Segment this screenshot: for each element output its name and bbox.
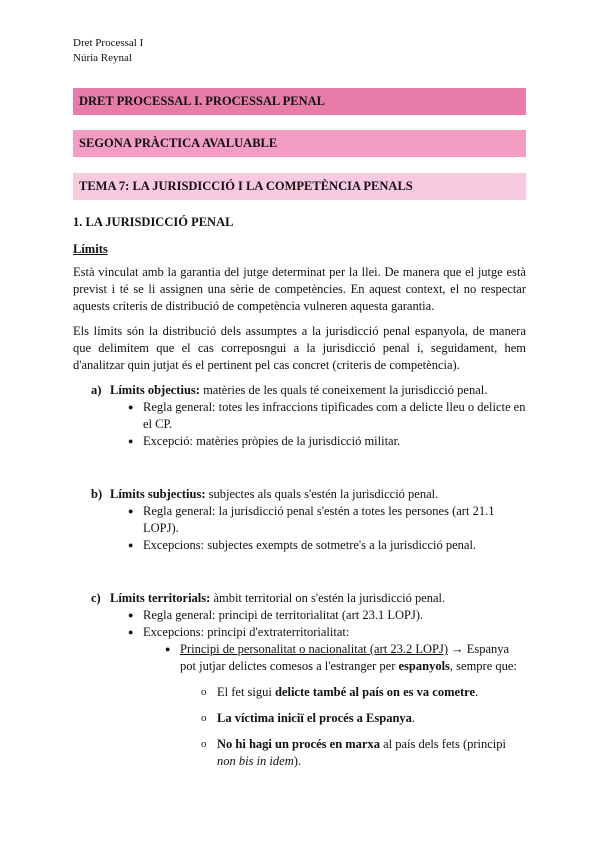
page-header <box>73 36 143 66</box>
section-c-letter: c) <box>91 591 101 605</box>
header-course: Dret Processal I <box>73 37 144 49</box>
title-band-topic: TEMA 7: LA JURISDICCIÓ I LA COMPETÈNCIA PENALS <box>73 173 526 200</box>
header-author: Núria Reynal <box>73 52 132 64</box>
list-item-personality-principle: ● Principi de personalitat o nacionalitat (art 23.2 LOPJ) → Espanya pot jutjar delictes comesos a l'estranger per espanyols, sempre que: <box>73 641 526 675</box>
paragraph-1: Està vinculat amb la garantia del jutge determinat per la llei. De manera que el jutge està previst i té se li assignen una sèrie de competències. En aquest context, el no respectar aquests criteris de distribució de competència vulneren aquesta garantia. <box>73 265 526 313</box>
document-body <box>73 214 526 770</box>
section-b-term: Límits subjectius: <box>110 487 206 501</box>
section-a-text: matèries de les quals té coneixement la jurisdicció penal. <box>199 383 488 397</box>
list-item: ● Excepció: matèries pròpies de la jurisdicció militar. <box>73 433 526 450</box>
section-subjective-limits <box>73 486 526 554</box>
list-item: ● Excepcions: principi d'extraterritorialitat: <box>73 624 526 641</box>
section-heading: 1. LA JURISDICCIÓ PENAL <box>73 215 234 229</box>
section-c-term: Límits territorials: <box>110 591 211 605</box>
condition-item: o La víctima iniciï el procés a Espanya. <box>73 710 526 727</box>
list-item: ● Regla general: principi de territorialitat (art 23.1 LOPJ). <box>73 607 526 624</box>
title-band-course: DRET PROCESSAL I. PROCESSAL PENAL <box>73 88 526 115</box>
section-a-title <box>73 382 526 399</box>
section-a-letter: a) <box>91 383 102 397</box>
condition-item: o No hi hagi un procés en marxa al país dels fets (principi non bis in idem). <box>73 736 526 770</box>
section-objective-limits <box>73 382 526 450</box>
section-a-term: Límits objectius: <box>110 383 200 397</box>
section-b-title <box>73 486 526 503</box>
section-territorial-limits <box>73 590 526 770</box>
condition-item: o El fet sigui delicte també al país on es va cometre. <box>73 684 526 701</box>
section-c-text: àmbit territorial on s'estén la jurisdicció penal. <box>210 591 446 605</box>
section-b-text: subjectes als quals s'estén la jurisdicció penal. <box>205 487 439 501</box>
personality-principle-label: Principi de personalitat o nacionalitat (art 23.2 LOPJ) <box>180 642 448 656</box>
paragraph-2: Els límits són la distribució dels assumptes a la jurisdicció penal espanyola, de manera que delimitem que el cas correposngui a la jurisdicció penal i, seguidament, hem d'analitzar quin jutjat és el pertinent pel cas concret (criteris de competència). <box>73 324 526 372</box>
list-item: ● Regla general: totes les infraccions tipificades com a delicte lleu o delicte en el CP. <box>73 399 526 433</box>
section-c-title <box>73 590 526 607</box>
section-b-list <box>73 503 526 554</box>
subsection-heading: Límits <box>73 242 108 256</box>
list-item: ● Regla general: la jurisdicció penal s'estén a totes les persones (art 21.1 LOPJ). <box>73 503 526 537</box>
list-item: ● Excepcions: subjectes exempts de sotmetre's a la jurisdicció penal. <box>73 537 526 554</box>
section-b-letter: b) <box>91 487 103 501</box>
section-c-list <box>73 607 526 770</box>
title-band-practice: SEGONA PRÀCTICA AVALUABLE <box>73 130 526 157</box>
section-a-list <box>73 399 526 450</box>
